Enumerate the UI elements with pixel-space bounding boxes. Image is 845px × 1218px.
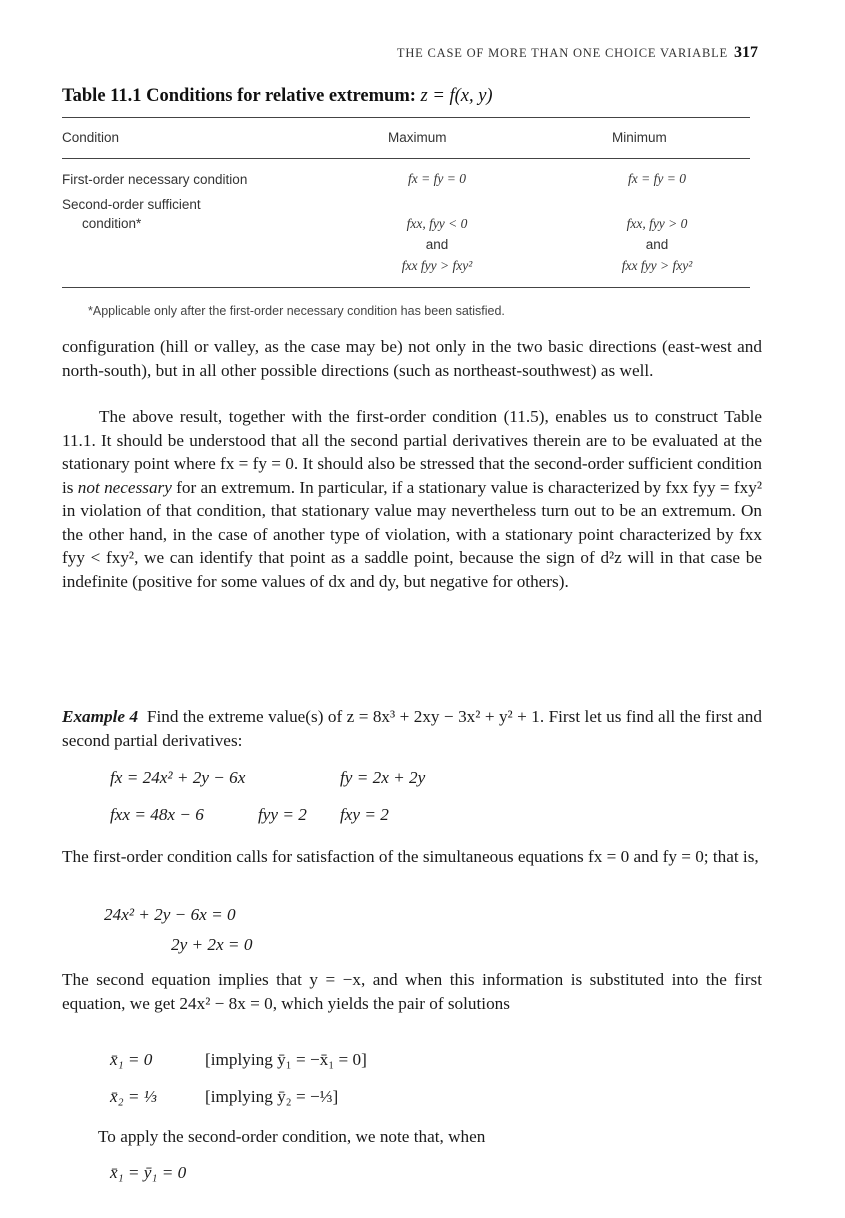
equation-fyy: fyy = 2	[258, 805, 307, 824]
table-caption	[62, 86, 493, 107]
page-number: 317	[734, 44, 758, 61]
equation-first-order-1: 24x² + 2y − 6x = 0	[104, 905, 236, 924]
cell-max-first-order: fx = fy = 0	[408, 171, 466, 186]
running-head-title: THE CASE OF MORE THAN ONE CHOICE VARIABLE	[396, 46, 728, 60]
cell-min-second-order-1: fxx, fyy > 0	[626, 216, 688, 231]
equation-first-order-2: 2y + 2x = 0	[171, 935, 253, 954]
col-header-maximum: Maximum	[388, 130, 447, 145]
solution-x1: x̄₁ = 0	[110, 1050, 153, 1069]
cell-max-second-order-1: fxx, fyy < 0	[406, 216, 468, 231]
cell-min-first-order: fx = fy = 0	[628, 171, 686, 186]
paragraph-example-4	[62, 705, 762, 752]
cell-max-and: and	[425, 237, 449, 252]
running-head	[340, 44, 758, 62]
paragraph-apply-second-order: To apply the second-order condition, we note that, when	[98, 1127, 486, 1146]
example-4-text: Find the extreme value(s) of z = 8x³ + 2xy − 3x² + y² + 1. First let us find all the first and second partial derivatives:	[62, 707, 762, 750]
paragraph-above-result-part-1: The above result, together with the first-order condition (11.5), enables us to construct Table 11.1. It should be understood that all the second partial derivatives therein are to be evaluated at the stationary point where fx = fy = 0. It should also be stressed that the second-order sufficient condition is	[62, 407, 762, 497]
equation-fx: fx = 24x² + 2y − 6x	[110, 768, 246, 787]
solution-x2: x̄₂ = ⅓	[110, 1087, 157, 1106]
table-caption-formula: z = f(x, y)	[420, 86, 493, 106]
paragraph-configuration: configuration (hill or valley, as the case may be) not only in the two basic directions (east-west and north-south), but in all other possible directions (such as northeast-southwest) as well.	[62, 337, 762, 380]
paragraph-first-order-condition: The first-order condition calls for satisfaction of the simultaneous equations fx = 0 and fy = 0; that is,	[62, 847, 759, 866]
paragraph-above-result	[62, 405, 762, 593]
table-caption-label: Table 11.1 Conditions for relative extremum:	[62, 86, 416, 106]
equation-fxy: fxy = 2	[340, 805, 389, 824]
paragraph-above-result-part-2: for an extremum. In particular, if a stationary value is characterized by fxx fyy = fxy² in violation of that condition, that stationary value may nevertheless turn out to be an extremum. On the other hand, in the case of another type of violation, with a stationary point characterized by fxx fyy < fxy², we can identify that point as a saddle point, because the sign of d²z will in that case be indefinite (positive for some values of dx and dy, but negative for others).	[62, 477, 762, 591]
example-label: Example 4	[62, 707, 139, 726]
cell-min-second-order-2: fxx fyy > fxy²	[621, 258, 693, 273]
solution-y2: [implying ȳ₂ = −⅓]	[205, 1087, 339, 1106]
table-header-rule	[62, 158, 750, 159]
row-label-second-order-2: condition*	[82, 216, 142, 231]
cell-max-second-order-2: fxx fyy > fxy²	[401, 258, 473, 273]
row-label-first-order: First-order necessary condition	[62, 172, 248, 187]
equation-fy: fy = 2x + 2y	[340, 768, 426, 787]
col-header-minimum: Minimum	[612, 130, 667, 145]
table-top-rule	[62, 117, 750, 118]
table-footnote: *Applicable only after the first-order necessary condition has been satisfied.	[88, 304, 505, 318]
paragraph-second-equation: The second equation implies that y = −x, and when this information is substituted into the first equation, we get 24x² − 8x = 0, which yields the pair of solutions	[62, 970, 762, 1013]
table-bottom-rule	[62, 287, 750, 288]
row-label-second-order-1: Second-order sufficient	[62, 197, 201, 212]
col-header-condition: Condition	[62, 130, 120, 145]
emphasis-not-necessary: not necessary	[77, 477, 172, 497]
solution-y1: [implying ȳ₁ = −x̄₁ = 0]	[205, 1050, 367, 1069]
equation-fxx: fxx = 48x − 6	[110, 805, 204, 824]
cell-min-and: and	[645, 237, 669, 252]
equation-stationary-point: x̄₁ = ȳ₁ = 0	[110, 1163, 187, 1182]
